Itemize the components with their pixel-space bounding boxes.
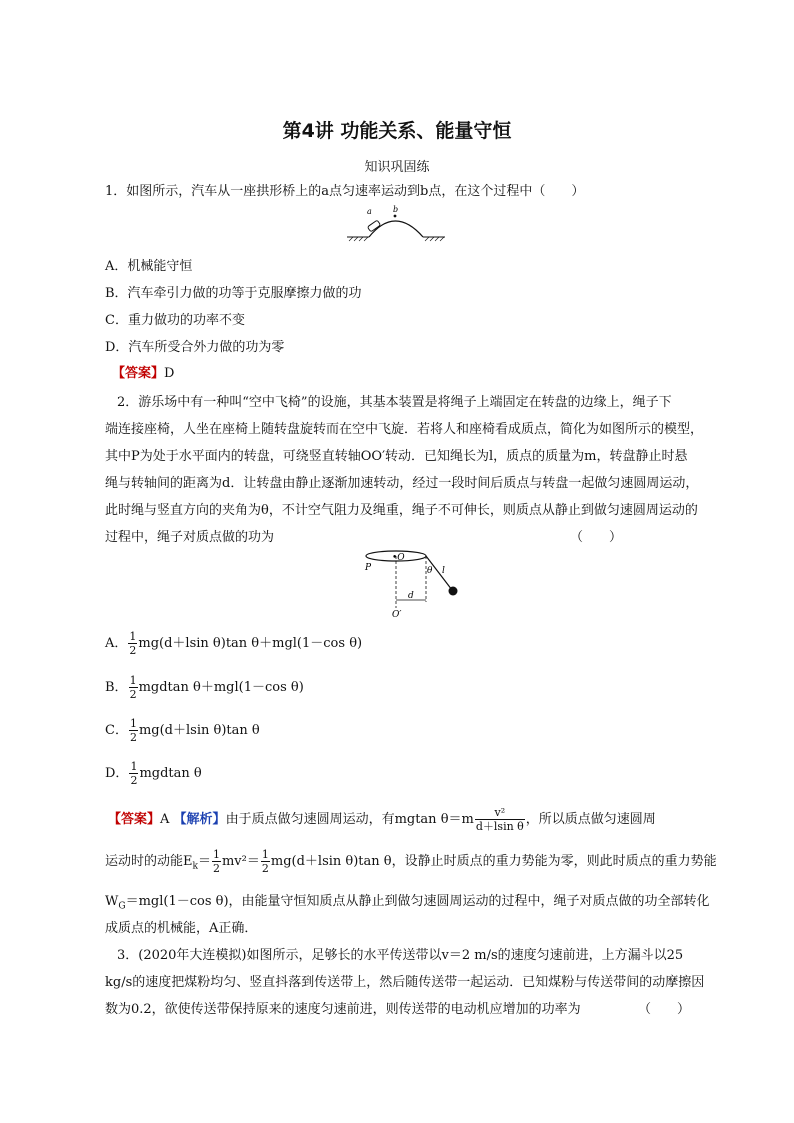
q3-line-2: kg/s的速度把煤粉均匀、竖直抖落到传送带上，然后随传送带一起运动．已知煤粉与传送带间的动摩擦因 <box>105 975 705 990</box>
q2-bracket: （ ） <box>570 530 623 545</box>
answer-tag: 【答案】 <box>112 366 165 381</box>
q1-answer <box>112 362 174 381</box>
q2-line-2: 端连接座椅，人坐在座椅上随转盘旋转而在空中飞旋．若将人和座椅看成质点，简化为如图所示的模型， <box>105 422 704 437</box>
q2-flying-chair-figure <box>362 548 466 618</box>
label-l: l <box>442 566 445 576</box>
q2-analysis-line-3: $W_G=mgl(1-\cos$ θ)，由能量守恒知质点从静止到做匀速圆周运动的过程中，绳子对质点做的功全部转化 <box>105 894 710 912</box>
label-d: d <box>408 591 414 601</box>
q2-analysis-line-1: 【答案】A 【解析】由于质点做匀速圆周运动，有mgtan θ＝m $\frac{\text{v²}}{\text{d＋lsin θ}}$ ，所以质点做匀速圆周 <box>108 806 656 833</box>
q1-stem: 1．如图所示，汽车从一座拱形桥上的a点匀速率运动到b点，在这个过程中（ ） <box>105 184 585 199</box>
q1-option-d: D．汽车所受合外力做的功为零 <box>105 340 285 355</box>
q2-line-5: 此时绳与竖直方向的夹角为θ，不计空气阻力及绳重，绳子不可伸长，则质点从静止到做匀速圆周运动的 <box>105 503 698 518</box>
q2-option-a: A． $\frac{1}{2}$ mg(d＋lsin θ)tan θ＋mgl(1－cos θ) <box>105 630 363 657</box>
answer-value: D <box>164 366 175 381</box>
car-icon <box>367 220 380 232</box>
mass-point <box>449 587 458 596</box>
q2-analysis-line-2: 运动时的动能$E_k=$ $\frac{1}{2}$ mv²＝ $\frac{1}{2}$ mg(d＋lsin θ)tan θ，设静止时质点的重力势能为零，则此时质点的重力势能 <box>105 848 717 875</box>
q3-bracket: （ ） <box>638 1002 691 1017</box>
q2-line-6: 过程中，绳子对质点做的功为 <box>105 530 275 545</box>
q2-line-4: 绳与转轴间的距离为d．让转盘由静止逐渐加速转动，经过一段时间后质点与转盘一起做匀速圆周运动， <box>105 476 699 491</box>
label-b: b <box>393 205 399 214</box>
q2-option-b: B． $\frac{1}{2}$ mgdtan θ＋mgl(1－cos θ) <box>105 674 304 701</box>
q2-analysis-line-4: 成质点的机械能，A正确． <box>105 921 258 936</box>
q2-option-d: D． $\frac{1}{2}$ mgdtan θ <box>105 760 202 787</box>
q1-option-b: B．汽车牵引力做的功等于克服摩擦力做的功 <box>105 286 362 301</box>
section-subtitle: 知识巩固练 <box>364 160 430 175</box>
label-o-prime: O′ <box>392 610 402 618</box>
label-a: a <box>367 207 372 216</box>
page-title: 第4讲 功能关系、能量守恒 <box>282 120 512 142</box>
label-theta: θ <box>427 566 433 576</box>
q3-line-3: 数为0.2，欲使传送带保持原来的速度匀速前进，则传送带的电动机应增加的功率为 <box>105 1002 581 1017</box>
q2-line-1: 2．游乐场中有一种叫“空中飞椅”的设施，其基本装置是将绳子上端固定在转盘的边缘上，绳子下 <box>117 395 672 410</box>
point-b <box>394 215 397 218</box>
hatch-marks <box>349 237 444 241</box>
q2-line-3: 其中P为处于水平面内的转盘，可绕竖直转轴OO′转动．已知绳长为l，质点的质量为m，转盘静止时悬 <box>105 449 688 464</box>
label-p: P <box>365 563 372 573</box>
q1-bridge-figure <box>345 203 447 243</box>
q3-line-1: 3．(2020年大连模拟)如图所示，足够长的水平传送带以v＝2 m/s的速度匀速前进，上方漏斗以25 <box>117 948 684 963</box>
q1-option-c: C．重力做功的功率不变 <box>105 313 245 328</box>
q2-option-c: C． $\frac{1}{2}$ mg(d＋lsin θ)tan θ <box>105 717 260 744</box>
q1-option-a: A．机械能守恒 <box>105 259 193 274</box>
label-o: •O <box>392 553 405 563</box>
